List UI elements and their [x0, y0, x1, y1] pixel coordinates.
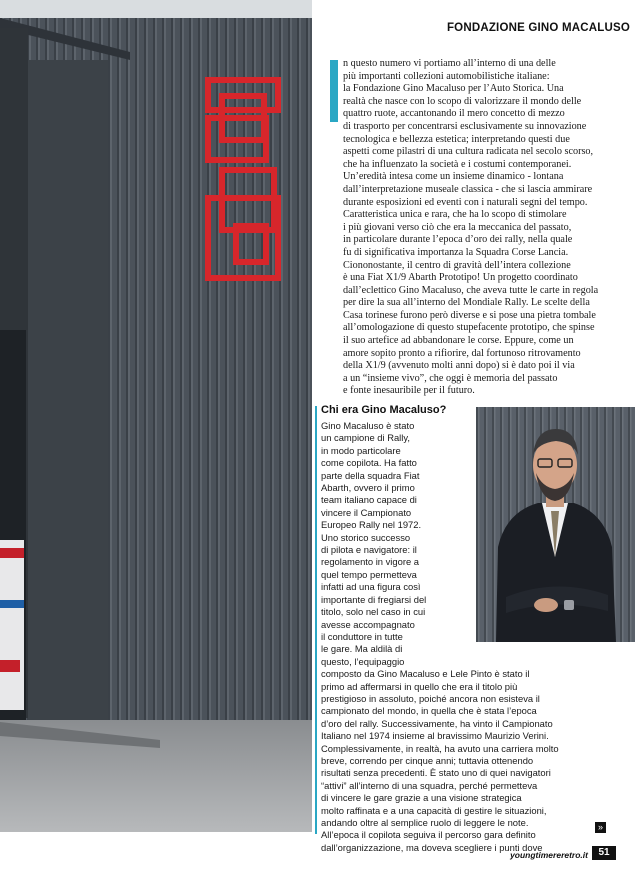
bio-accent-rule: [315, 406, 317, 834]
drop-cap-bar: [330, 60, 338, 122]
intro-article: [330, 58, 613, 398]
bio-title: Chi era Gino Macaluso?: [321, 404, 447, 416]
arrow-right-icon: »: [595, 822, 606, 833]
bio-body: Gino Macaluso è stato un campione di Rally, in modo particolare come copilota. Ha fatto parte della squadra Fiat Abarth, ovvero il primo team italiano capace di vincere il Campionato Europeo Rally nel 1972. Uno storico successo di pilota e navigatore: il regolamento in vigore a quel tempo permetteva infatti ad una figura così importante di fregiarsi del titolo, solo nel caso in cui avesse accompagnato il conduttore in tutte le gare. Ma aldilà di questo, l’equipaggio composto da Gino Macaluso e Lele Pinto è stato il primo ad affermarsi in quello che era il titolo più prestigioso in assoluto, poiché ancora non esisteva il campionato del mondo, in quella che è stata l’epoca d’oro del rally. Successivamente, ha vinto il Campionato Italiano nel 1974 insieme al bravissimo Maurizio Verini. Complessivamente, in realtà, ha avuto una carriera molto breve, correndo per cinque anni; tuttavia ottenendo risultati senza precedenti. È stato uno di quei navigatori “attivi” all’interno di una squadra, perché permetteva di vincere le gare grazie a una visione strategica molto raffinata e a una capacità di gestire le situazioni, andando oltre al semplice ruolo di leggere le note. All’epoca il copilota seguiva il percorso gara definito dall’organizzazione, ma doveva scegliere i punti dove: [321, 420, 559, 853]
intro-body: n questo numero vi portiamo all’interno di una delle più importanti collezioni automobilistiche italiane: la Fondazione Gino Macaluso per l’Auto Storica. Una realtà che nasce con lo scopo di valorizzare il mondo delle quattro ruote, accantonando il mero concetto di mezzo di trasporto per concentrarsi esclusivamente su innovazione tecnologica e bellezza estetica; interpretando questi due aspetti come pilastri di una cultura radicata nel secolo scorso, che ha influenzato la società e i costumi contemporanei. Un’eredità intesa come un insieme dinamico - lontana dall’interpretazione museale classica - che si lascia ammirare durante esposizioni ed eventi con i naturali segni del tempo. Caratteristica unica e rara, che ha lo scopo di stimolare i più giovani verso ciò che era la meccanica del passato, in particolare durante l’epoca d’oro dei rally, nella quale fu di significativa importanza la Squadra Corse Lancia. Ciononostante, il centro di gravità dell’intera collezione è una Fiat X1/9 Abarth Prototipo! Un progetto coordinato dall’eclettico Gino Macaluso, che aveva tutte le carte in regola per dire la sua all’interno del Mondiale Rally. Le scelte della Casa torinese furono però diverse e si pose una pietra tombale all’omologazione di questo stupefacente prototipo, che spinse il suo artefice ad abbandonare le corse. Eppure, come un amore sopito pronto a rifiorire, dal fortunoso ritrovamento della X1/9 (avvenuto molti anni dopo) si è dato poi il via a un “insieme vivo”, che oggi è memoria del passato e fonte inesauribile per il futuro.: [343, 58, 599, 397]
portrait-photo: [476, 407, 635, 642]
page-number: 51: [592, 846, 616, 860]
section-title: FONDAZIONE GINO MACALUSO: [446, 22, 630, 34]
building-facade-photo: [0, 0, 312, 832]
footer-website: youngtimereretro.it: [510, 850, 588, 860]
